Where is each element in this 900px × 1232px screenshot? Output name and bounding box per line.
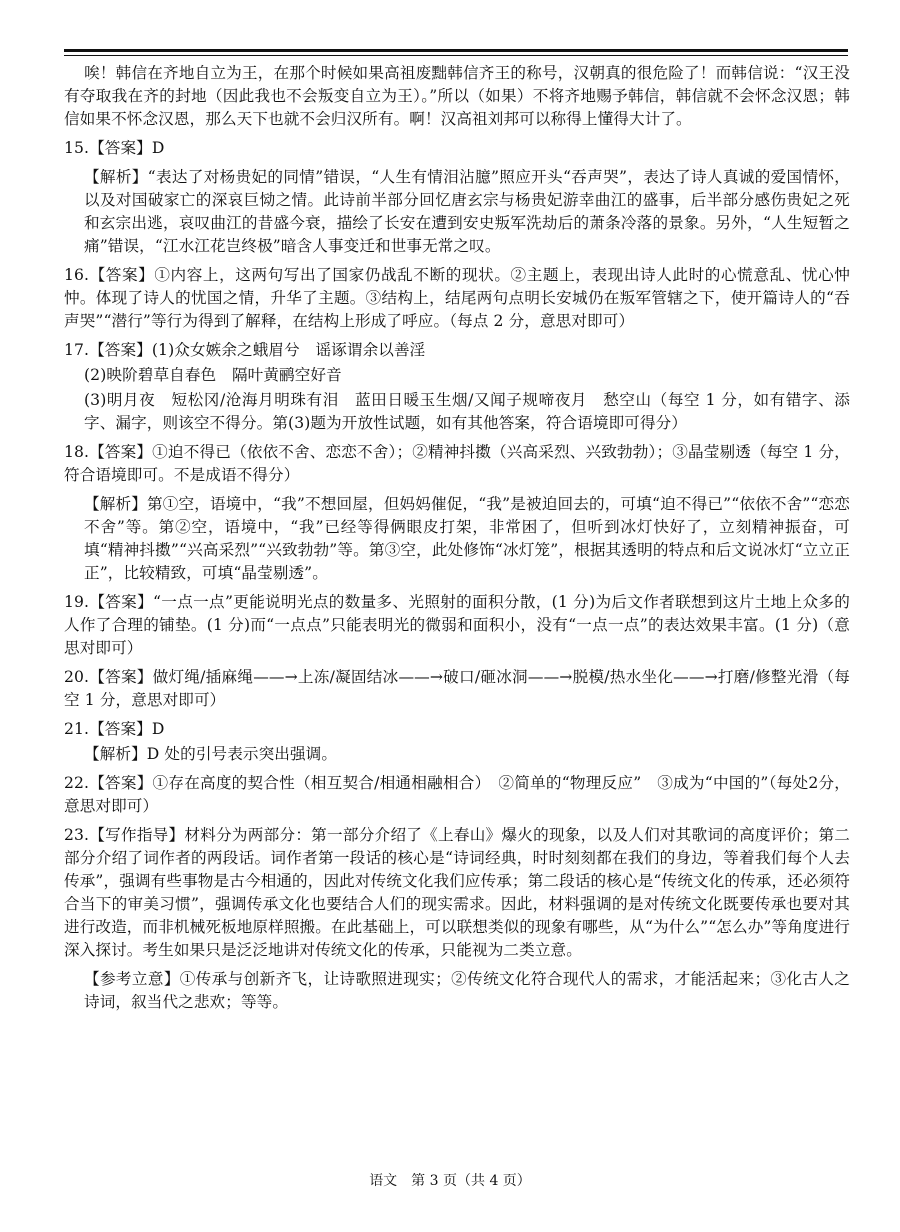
translation-text: 唉！韩信在齐地自立为王，在那个时候如果高祖废黜韩信齐王的称号，汉朝真的很危险了！而韩信说：“汉王没有夺取我在齐的封地（因此我也不会叛变自立为王）。”所以（如果）不将齐地赐予韩信，韩信就不会怀念汉恩；韩信如果不怀念汉恩，那么天下也就不会归汉所有。啊！汉高祖刘邦可以称得上懂得大计了。 bbox=[64, 64, 850, 128]
q15-analysis: 【解析】“表达了对杨贵妃的同情”错误，“人生有情泪沾臆”照应开头“吞声哭”，表达了诗人真诚的爱国情怀，以及对国破家亡的深哀巨恸之情。此诗前半部分回忆唐玄宗与杨贵妃游幸曲江的盛事，后半部分感伤贵妃之死和玄宗出逃，哀叹曲江的昔盛今衰，描绘了长安在遭到安史叛军洗劫后的萧条冷落的景象。另外，“人生短暂之痛”错误，“江水江花岂终极”暗含人事变迁和世事无常之叹。 bbox=[84, 168, 850, 255]
q18-answer: 18.【答案】①迫不得已（依依不舍、恋恋不舍）；②精神抖擞（兴高采烈、兴致勃勃）；③晶莹剔透（每空 1 分，符合语境即可。不是成语不得分） bbox=[64, 443, 850, 484]
q23-reference: 【参考立意】①传承与创新齐飞，让诗歌照进现实；②传统文化符合现代人的需求，才能活起来；③化古人之诗词，叙当代之悲欢；等等。 bbox=[84, 970, 850, 1011]
translation-paragraph bbox=[64, 62, 850, 131]
q21-analysis: 【解析】D 处的引号表示突出强调。 bbox=[84, 745, 338, 763]
q23-guide: 23.【写作指导】材料分为两部分：第一部分介绍了《上春山》爆火的现象，以及人们对其歌词的高度评价；第二部分介绍了词作者的两段话。词作者第一段话的核心是“诗词经典，时时刻刻都在我们的身边，等着我们每个人去传承”，强调有些事物是古今相通的，因此对传统文化我们应传承；第二段话的核心是“传统文化的传承，还必须符合当下的审美习惯”，强调传承文化也要结合人们的现实需求。因此，材料强调的是对传统文化既要传承也要对其进行改造，而非机械死板地原样照搬。在此基础上，可以联想类似的现象有哪些，从“为什么”“怎么办”等角度进行深入探讨。考生如果只是泛泛地讲对传统文化的传承，只能视为二类立意。 bbox=[64, 826, 850, 959]
header-rule-thick bbox=[64, 49, 848, 52]
q18-analysis: 【解析】第①空，语境中，“我”不想回屋，但妈妈催促，“我”是被迫回去的，可填“迫不得已”“依依不舍”“恋恋不舍”等。第②空，语境中，“我”已经等得俩眼皮打架，非常困了，但听到冰灯快好了，立刻精神振奋，可填“精神抖擞”“兴高采烈”“兴致勃勃”等。第③空，此处修饰“冰灯笼”，根据其透明的特点和后文说冰灯“立立正正”，比较精致，可填“晶莹剔透”。 bbox=[84, 495, 850, 582]
page-footer: 语文 第 3 页（共 4 页） bbox=[369, 1173, 531, 1189]
q17-answer: 17.【答案】(1)众女嫉余之蛾眉兮 谣诼谓余以善淫 bbox=[64, 341, 426, 359]
q17-line2: (2)映阶碧草自春色 隔叶黄鹂空好音 bbox=[84, 366, 342, 384]
answer-content bbox=[64, 62, 850, 1020]
q16-answer: 16.【答案】①内容上，这两句写出了国家仍战乱不断的现状。②主题上，表现出诗人此时的心慌意乱、忧心忡忡。体现了诗人的忧国之情，升华了主题。③结构上，结尾两句点明长安城仍在叛军管辖之下，使开篇诗人的“吞声哭”“潜行”等行为得到了解释，在结构上形成了呼应。（每点 2 分，意思对即可） bbox=[64, 266, 850, 330]
q19-answer: 19.【答案】“一点一点”更能说明光点的数量多、光照射的面积分散，(1 分)为后文作者联想到这片土地上众多的人作了合理的铺垫。(1 分)而“一点点”只能表明光的微弱和面积小，没有“一点一点”的表达效果丰富。(1 分)（意思对即可） bbox=[64, 593, 850, 657]
q15-answer: 15.【答案】D bbox=[64, 139, 165, 157]
q20-answer: 20.【答案】做灯绳/插麻绳——→上冻/凝固结冰——→破口/砸冰洞——→脱模/热水坐化——→打磨/修整光滑（每空 1 分，意思对即可） bbox=[64, 668, 850, 709]
header-rule-thin bbox=[64, 55, 848, 56]
q17-line3: (3)明月夜 短松冈/沧海月明珠有泪 蓝田日暖玉生烟/又闻子规啼夜月 愁空山（每空 1 分，如有错字、添字、漏字，则该空不得分。第(3)题为开放性试题，如有其他答案，符合语境即可得分） bbox=[84, 391, 850, 432]
q22-answer: 22.【答案】①存在高度的契合性（相互契合/相通相融相合） ②简单的“物理反应” ③成为“中国的”（每处2分，意思对即可） bbox=[64, 774, 850, 815]
q21-answer: 21.【答案】D bbox=[64, 720, 165, 738]
